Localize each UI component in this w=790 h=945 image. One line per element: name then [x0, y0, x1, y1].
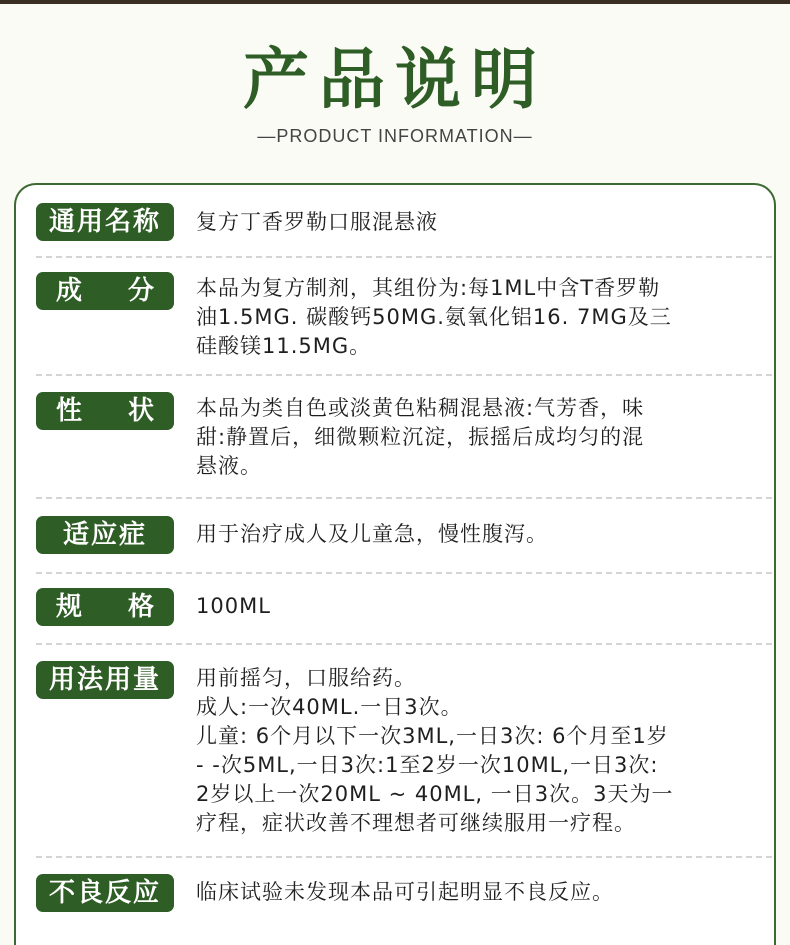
label-generic-name	[36, 203, 174, 241]
row-divider	[36, 256, 772, 258]
row-divider	[36, 856, 772, 858]
row-divider	[36, 374, 772, 376]
page-title: 产品说明	[243, 41, 547, 118]
label-char: 规	[56, 592, 83, 622]
value-ingredients: 本品为复方制剂，其组份为:每1ML中含T香罗勒 油1.5MG. 碳酸钙50MG.氨氧化铝16. 7MG及三 硅酸镁11.5MG。	[196, 276, 672, 358]
label-char: 成	[56, 276, 83, 306]
top-border	[0, 0, 790, 4]
label-text: 不良反应	[48, 878, 161, 908]
label-char: 状	[127, 396, 154, 426]
label-adverse-reactions	[36, 874, 174, 912]
page-subtitle: —PRODUCT INFORMATION—	[257, 126, 533, 146]
value-indications: 用于治疗成人及儿童急，慢性腹泻。	[196, 522, 548, 546]
value-dosage: 用前摇匀，口服给药。 成人:一次40ML.一日3次。 儿童: 6个月以下一次3ML,一日3次: 6个月至1岁 - -次5ML,一日3次:1至2岁一次10ML,一日3次: 2岁以上一次20ML ~ 40ML, 一日3次。3天为一 疗程，症状改善不理想者可继续服用一疗程。	[196, 666, 674, 835]
label-dosage	[36, 661, 174, 699]
label-ingredients	[36, 272, 174, 310]
label-specification	[36, 588, 174, 626]
row-divider	[36, 643, 772, 645]
label-char: 性	[56, 396, 83, 426]
label-text: 适应症	[62, 520, 147, 550]
value-adverse-reactions: 临床试验未发现本品可引起明显不良反应。	[196, 880, 614, 904]
label-description	[36, 392, 174, 430]
label-char: 分	[127, 276, 154, 306]
label-text: 用法用量	[48, 665, 161, 695]
label-indications	[36, 516, 174, 554]
label-text: 通用名称	[48, 207, 161, 237]
row-divider	[36, 572, 772, 574]
value-description: 本品为类自色或淡黄色粘稠混悬液:气芳香，味 甜:静置后，细微颗粒沉淀，振摇后成均匀的混 悬液。	[196, 396, 645, 478]
row-divider	[36, 497, 772, 499]
label-char: 格	[127, 592, 154, 622]
value-specification: 100ML	[196, 594, 271, 618]
value-generic-name: 复方丁香罗勒口服混悬液	[196, 210, 438, 234]
